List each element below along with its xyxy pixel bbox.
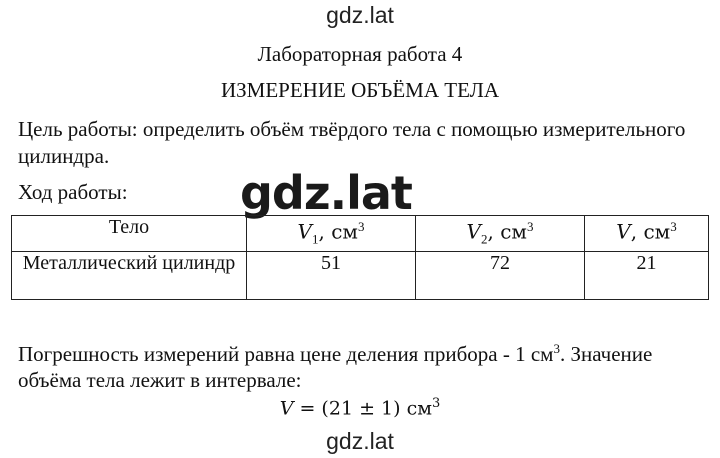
cell-v: 21 [585, 251, 709, 299]
cell-v2: 72 [416, 251, 585, 299]
header-v-var: V [616, 219, 631, 244]
formula-rhs: = (21 ± 1) см [293, 397, 432, 420]
cell-v1: 51 [247, 251, 416, 299]
header-body-label: Тело [108, 216, 150, 238]
header-body [12, 216, 247, 252]
formula-lhs: V [279, 397, 294, 420]
header-v1-power: 3 [357, 219, 365, 234]
formula-power: 3 [432, 396, 441, 411]
lab-title: Лабораторная работа 4 [257, 42, 463, 66]
cell-body: Металлический цилиндр [12, 251, 247, 299]
header-v-power: 3 [670, 219, 677, 234]
lab-topic: ИЗМЕРЕНИЕ ОБЪЁМА ТЕЛА [220, 78, 500, 102]
error-text-part2: . Значение объёма тела лежит в интервале: [18, 342, 653, 392]
header-v2-var: V [466, 219, 481, 244]
header-v-unit: , см [630, 219, 671, 244]
header-v2-unit: , см [487, 219, 527, 244]
progress-label: Ход работы: [18, 180, 128, 204]
table-row [12, 251, 709, 299]
watermark-top: gdz.lat [326, 2, 394, 28]
header-v1-unit: , см [318, 219, 358, 244]
header-v2-power: 3 [526, 219, 534, 234]
watermark-bottom: gdz.lat [326, 428, 394, 454]
header-v2-sub: 2 [480, 231, 488, 247]
goal-text: Цель работы: определить объём твёрдого тела с помощью измерительного цилиндра. [18, 117, 686, 168]
header-v1-var: V [297, 219, 312, 244]
error-paragraph [18, 336, 713, 393]
error-text-part1: Погрешность измерений равна цене деления прибора - 1 см [18, 342, 554, 366]
error-text-power: 3 [553, 341, 560, 356]
table-header-row [12, 216, 709, 252]
header-v [585, 216, 709, 252]
result-formula [0, 396, 720, 419]
header-v2 [416, 216, 585, 252]
header-v1 [247, 216, 416, 252]
header-v1-sub: 1 [311, 231, 319, 247]
watermark-center: gdz.lat [240, 166, 412, 220]
measurement-table [11, 215, 709, 300]
